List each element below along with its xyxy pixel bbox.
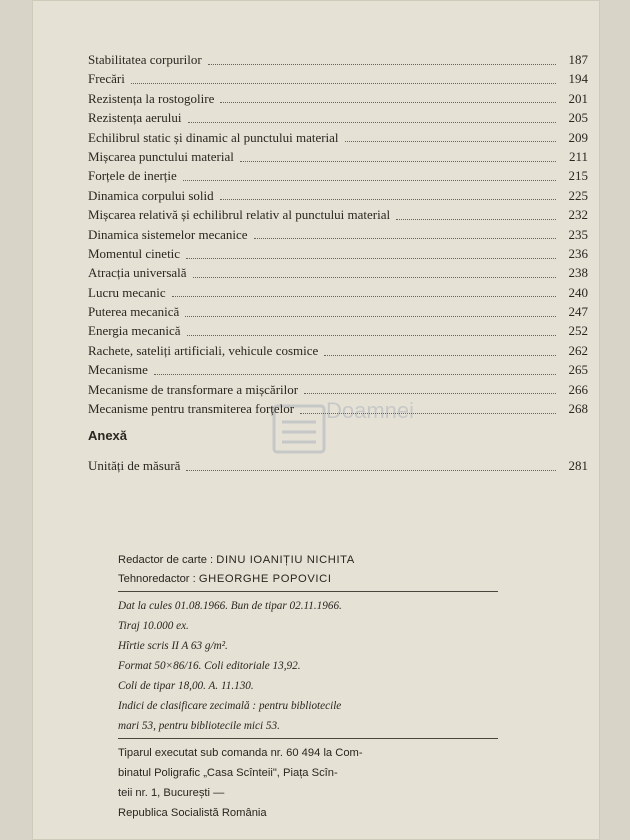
toc-entry-title: Forțele de inerție [88, 168, 177, 184]
printer-line: binatul Poligrafic „Casa Scînteii", Piața Scîn- [118, 767, 338, 779]
toc-entry-title: Atracția universală [88, 265, 187, 281]
toc-entry [88, 128, 588, 147]
annex-page-number: 281 [568, 458, 588, 473]
toc-entry [88, 166, 588, 185]
toc-entry [88, 225, 588, 244]
editor-name: DINU IOANIȚIU NICHITA [216, 554, 355, 566]
toc-entry-title: Mecanisme de transformare a mișcărilor [88, 381, 299, 397]
toc-entry-title: Dinamica corpului solid [88, 187, 214, 203]
spec-line: mari 53, pentru bibliotecile mici 53. [118, 720, 280, 732]
spec-line: Hîrtie scris II A 63 g/m². [118, 640, 228, 652]
toc-page-number: 215 [568, 168, 588, 184]
dot-leader [172, 287, 556, 297]
annex-heading: Anexă [88, 428, 128, 443]
dot-leader [131, 74, 556, 84]
spec-line: Tiraj 10.000 ex. [118, 620, 189, 632]
printer-info [118, 743, 498, 823]
toc-entry-title: Mecanisme [88, 362, 148, 378]
printer-line: Tiparul executat sub comanda nr. 60 494 la Com- [118, 747, 363, 759]
tech-editor-line [118, 570, 498, 589]
dot-leader [345, 132, 556, 142]
dot-leader [324, 346, 556, 356]
printer-line: Republica Socialistă România [118, 807, 267, 819]
toc-page-number: 211 [568, 148, 588, 164]
toc-entry-title: Rachete, sateliți artificiali, vehicule cosmice [88, 342, 319, 358]
toc-page-number: 201 [568, 90, 588, 106]
toc-entry [88, 244, 588, 263]
toc-page-number: 235 [568, 226, 588, 242]
toc-page-number: 187 [568, 52, 588, 67]
toc-page-number: 268 [568, 401, 588, 417]
dot-leader [300, 404, 556, 414]
dot-leader [183, 171, 556, 181]
toc-page-number: 232 [568, 207, 588, 223]
dot-leader [185, 307, 556, 317]
dot-leader [208, 55, 556, 65]
table-of-contents [88, 50, 588, 418]
dot-leader [154, 365, 556, 375]
toc-entry [88, 302, 588, 321]
dot-leader [396, 210, 556, 220]
toc-entry [88, 380, 588, 399]
spec-line: Dat la cules 01.08.1966. Bun de tipar 02.11.1966. [118, 600, 342, 612]
toc-entry [88, 341, 588, 360]
toc-entry [88, 108, 588, 127]
dot-leader [193, 268, 556, 278]
spec-line: Indici de clasificare zecimală : pentru bibliotecile [118, 700, 342, 712]
toc-entry-title: Lucru mecanic [88, 284, 166, 300]
toc-entry-title: Dinamica sistemelor mecanice [88, 226, 248, 242]
dot-leader [186, 461, 556, 471]
dot-leader [240, 152, 556, 162]
toc-page-number: 236 [568, 245, 588, 261]
toc-entry [88, 69, 588, 88]
toc-entry-title: Stabilitatea corpurilor [88, 52, 202, 67]
toc-entry-title: Mișcarea punctului material [88, 148, 234, 164]
toc-entry [88, 263, 588, 282]
toc-page-number: 240 [568, 284, 588, 300]
toc-entry-title: Momentul cinetic [88, 245, 181, 261]
book-page [32, 0, 600, 840]
dot-leader [220, 93, 556, 103]
tech-editor-label: Tehnoredactor : [118, 573, 196, 585]
divider [118, 591, 498, 592]
toc-page-number: 225 [568, 187, 588, 203]
toc-entry [88, 360, 588, 379]
annex-entry [88, 456, 588, 475]
print-specs [118, 596, 498, 736]
spec-line: Format 50×86/16. Coli editoriale 13,92. [118, 660, 301, 672]
toc-page-number: 247 [568, 304, 588, 320]
dot-leader [186, 249, 556, 259]
toc-entry [88, 283, 588, 302]
dot-leader [187, 326, 556, 336]
toc-page-number: 209 [568, 129, 588, 145]
toc-entry [88, 89, 588, 108]
toc-page-number: 265 [568, 362, 588, 378]
toc-page-number: 262 [568, 342, 588, 358]
toc-entry-title: Mecanisme pentru transmiterea forțelor [88, 401, 295, 417]
toc-entry-title: Rezistența aerului [88, 110, 182, 126]
printer-line: teii nr. 1, București — [118, 787, 225, 799]
dot-leader [254, 229, 556, 239]
toc-page-number: 194 [568, 71, 588, 87]
dot-leader [188, 113, 557, 123]
colophon [118, 551, 498, 823]
annex-title: Unități de măsură [88, 458, 181, 473]
toc-page-number: 238 [568, 265, 588, 281]
toc-entry-title: Rezistența la rostogolire [88, 90, 215, 106]
toc-page-number: 205 [568, 110, 588, 126]
toc-entry-title: Frecări [88, 71, 125, 87]
dot-leader [220, 190, 556, 200]
spec-line: Coli de tipar 18,00. A. 11.130. [118, 680, 254, 692]
toc-page-number: 252 [568, 323, 588, 339]
watermark-text: Doamnei [326, 398, 415, 423]
toc-entry-title: Puterea mecanică [88, 304, 180, 320]
toc-entry [88, 399, 588, 418]
dot-leader [304, 384, 556, 394]
toc-page-number: 266 [568, 381, 588, 397]
divider [118, 738, 498, 739]
toc-entry [88, 205, 588, 224]
toc-entry-title: Mișcarea relativă și echilibrul relativ al punctului material [88, 207, 391, 223]
tech-editor-name: GHEORGHE POPOVICI [198, 573, 332, 585]
editor-label: Redactor de carte : [118, 554, 214, 566]
toc-entry-title: Echilibrul static și dinamic al punctului material [88, 129, 339, 145]
editor-line [118, 551, 498, 570]
toc-entry [88, 50, 588, 69]
toc-entry-title: Energia mecanică [88, 323, 181, 339]
toc-entry [88, 147, 588, 166]
toc-entry [88, 321, 588, 340]
toc-entry [88, 186, 588, 205]
